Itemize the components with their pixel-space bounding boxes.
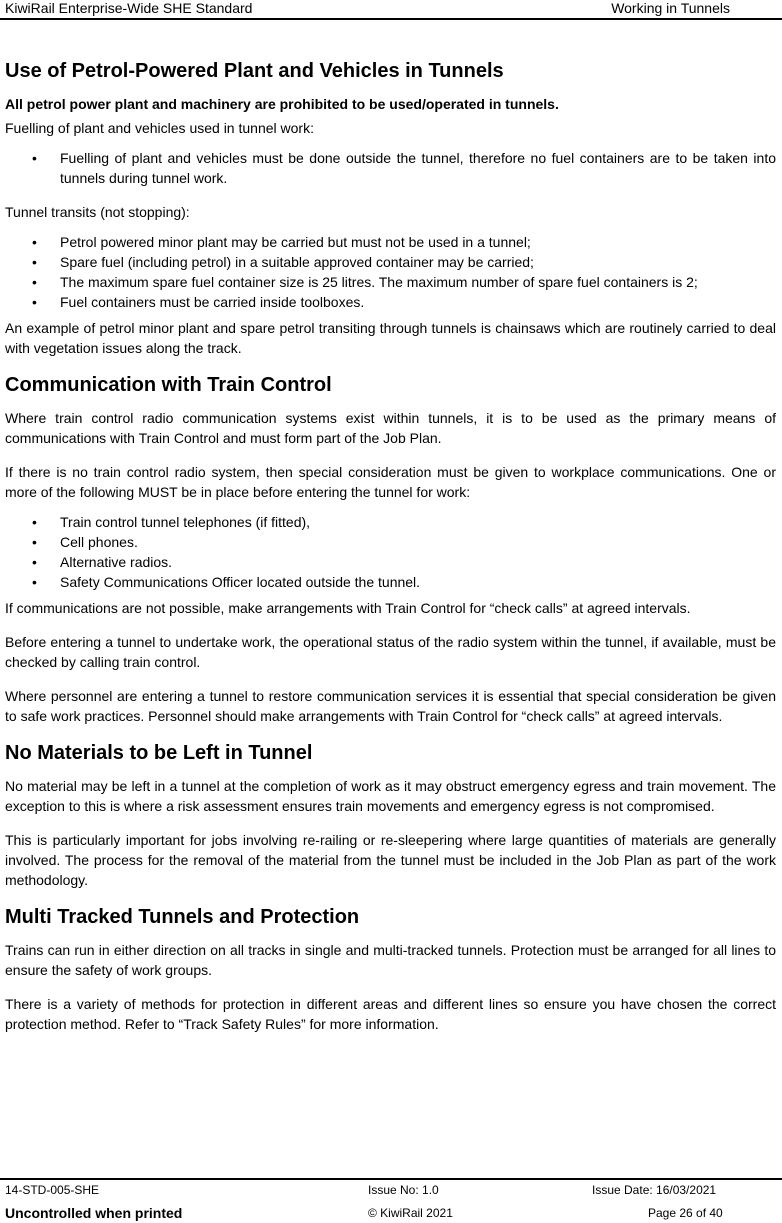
list-item: • Alternative radios.: [60, 552, 776, 572]
page-header: [0, 0, 782, 20]
footer-page-number: Page 26 of 40: [648, 1206, 723, 1220]
fuelling-list: [5, 148, 776, 188]
list-item: • Fuelling of plant and vehicles must be done outside the tunnel, therefore no fuel containers are to be taken into tunnels during tunnel work.: [60, 148, 776, 188]
list-item: • Cell phones.: [60, 532, 776, 552]
list-item: • Petrol powered minor plant may be carried but must not be used in a tunnel;: [60, 232, 776, 252]
section-heading-comms: Communication with Train Control: [5, 374, 332, 396]
comms-paragraph: If there is no train control radio system, then special consideration must be given to workplace communications. One or more of the following MUST be in place before entering the tunnel for work:: [5, 464, 776, 500]
header-section-title: Working in Tunnels: [611, 0, 730, 16]
footer-uncontrolled: Uncontrolled when printed: [5, 1205, 183, 1221]
header-standard-title: KiwiRail Enterprise-Wide SHE Standard: [5, 0, 253, 16]
transits-list: [5, 232, 776, 312]
fuelling-intro: Fuelling of plant and vehicles used in tunnel work:: [5, 120, 314, 136]
list-item: • Train control tunnel telephones (if fitted),: [60, 512, 776, 532]
list-item: • Spare fuel (including petrol) in a suitable approved container may be carried;: [60, 252, 776, 272]
comms-paragraph: If communications are not possible, make arrangements with Train Control for “check calls” at agreed intervals.: [5, 600, 691, 616]
multi-paragraph: Trains can run in either direction on all tracks in single and multi-tracked tunnels. Protection must be arranged for all lines to ensure the safety of work groups.: [5, 942, 776, 978]
list-item: • Fuel containers must be carried inside toolboxes.: [60, 292, 776, 312]
footer-issue-date: Issue Date: 16/03/2021: [592, 1183, 717, 1197]
materials-paragraph: No material may be left in a tunnel at the completion of work as it may obstruct emergency egress and train movement. The exception to this is where a risk assessment ensures train movements and emergency egress is not compromised.: [5, 778, 776, 814]
transits-intro: Tunnel transits (not stopping):: [5, 204, 190, 220]
materials-paragraph: This is particularly important for jobs involving re-railing or re-sleepering where large quantities of materials are generally involved. The process for the removal of the material from the tunnel must be included in the Job Plan as part of the work methodology.: [5, 832, 776, 888]
document-body: [5, 58, 776, 1048]
petrol-prohibition-statement: All petrol power plant and machinery are prohibited to be used/operated in tunnels.: [5, 96, 559, 112]
comms-paragraph: Before entering a tunnel to undertake work, the operational status of the radio system within the tunnel, if available, must be checked by calling train control.: [5, 634, 776, 670]
multi-paragraph: There is a variety of methods for protection in different areas and different lines so ensure you have chosen the correct protection method. Refer to “Track Safety Rules” for more information.: [5, 996, 776, 1032]
section-heading-petrol: Use of Petrol-Powered Plant and Vehicles in Tunnels: [5, 60, 504, 82]
list-item: • Safety Communications Officer located outside the tunnel.: [60, 572, 776, 592]
footer-divider: [0, 1178, 782, 1180]
section-heading-materials: No Materials to be Left in Tunnel: [5, 742, 313, 764]
footer-doc-id: 14-STD-005-SHE: [5, 1183, 100, 1197]
comms-paragraph: Where personnel are entering a tunnel to restore communication services it is essential that special consideration be given to safe work practices. Personnel should make arrangements with Train Control for “check calls” at agreed intervals.: [5, 688, 776, 724]
section-heading-multi: Multi Tracked Tunnels and Protection: [5, 906, 360, 928]
comms-options-list: [5, 512, 776, 592]
footer-copyright: © KiwiRail 2021: [368, 1206, 453, 1220]
comms-paragraph: Where train control radio communication systems exist within tunnels, it is to be used as the primary means of communications with Train Control and must form part of the Job Plan.: [5, 410, 776, 446]
petrol-example: An example of petrol minor plant and spare petrol transiting through tunnels is chainsaws which are routinely carried to deal with vegetation issues along the track.: [5, 320, 776, 356]
list-item: • The maximum spare fuel container size is 25 litres. The maximum number of spare fuel containers is 2;: [60, 272, 776, 292]
footer-issue-no: Issue No: 1.0: [368, 1183, 439, 1197]
